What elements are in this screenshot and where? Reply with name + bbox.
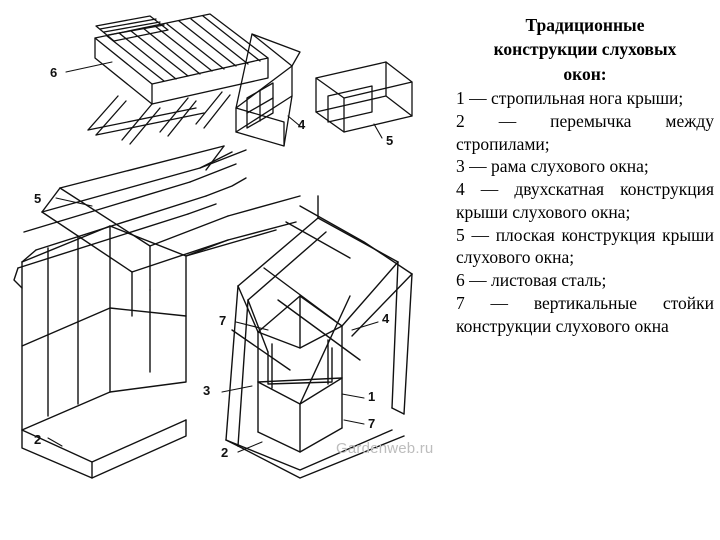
callout-2-right: 2: [221, 445, 229, 460]
caption-item-5: 5 — плоская конструкция крыши слухового окна;: [456, 224, 714, 268]
main-roof-frame: [14, 146, 300, 478]
callout-2-left: 2: [34, 432, 42, 447]
figure-caption: [452, 0, 720, 540]
caption-item-7: 7 — вертикальные стойки конструкции слухового окна: [456, 292, 714, 336]
dormer-framing-detail: [222, 196, 412, 478]
caption-item-2: 2 — перемычка между стропилами;: [456, 110, 714, 154]
callout-5-top: 5: [386, 133, 394, 148]
callout-7-right: 7: [368, 416, 376, 431]
callout-7-left: 7: [219, 313, 227, 328]
callout-3: 3: [203, 383, 211, 398]
callout-5-left: 5: [34, 191, 42, 206]
caption-item-3: 3 — рама слухового окна;: [456, 156, 649, 177]
caption-item-6: 6 — листовая сталь;: [456, 270, 607, 291]
callout-6: 6: [50, 65, 58, 80]
gabled-dormer-unit: [236, 34, 300, 146]
flat-roof-dormer-unit: [316, 62, 412, 138]
callout-1: 1: [368, 389, 376, 404]
caption-item-1: 1 — стропильная нога крыши;: [456, 88, 684, 109]
callout-4-top: 4: [298, 117, 306, 132]
roof-slope-with-steel: [66, 14, 268, 144]
callout-4-right: 4: [382, 311, 390, 326]
caption-title-line-2: конструкции слуховых: [493, 39, 677, 60]
caption-title-line-1: Традиционные: [525, 15, 645, 35]
caption-title-line-3: окон:: [563, 63, 607, 84]
callout-labels: [34, 65, 393, 460]
watermark: Gardenweb.ru: [336, 440, 434, 457]
caption-item-4: 4 — двухскатная конструкция крыши слухового окна;: [456, 179, 714, 222]
